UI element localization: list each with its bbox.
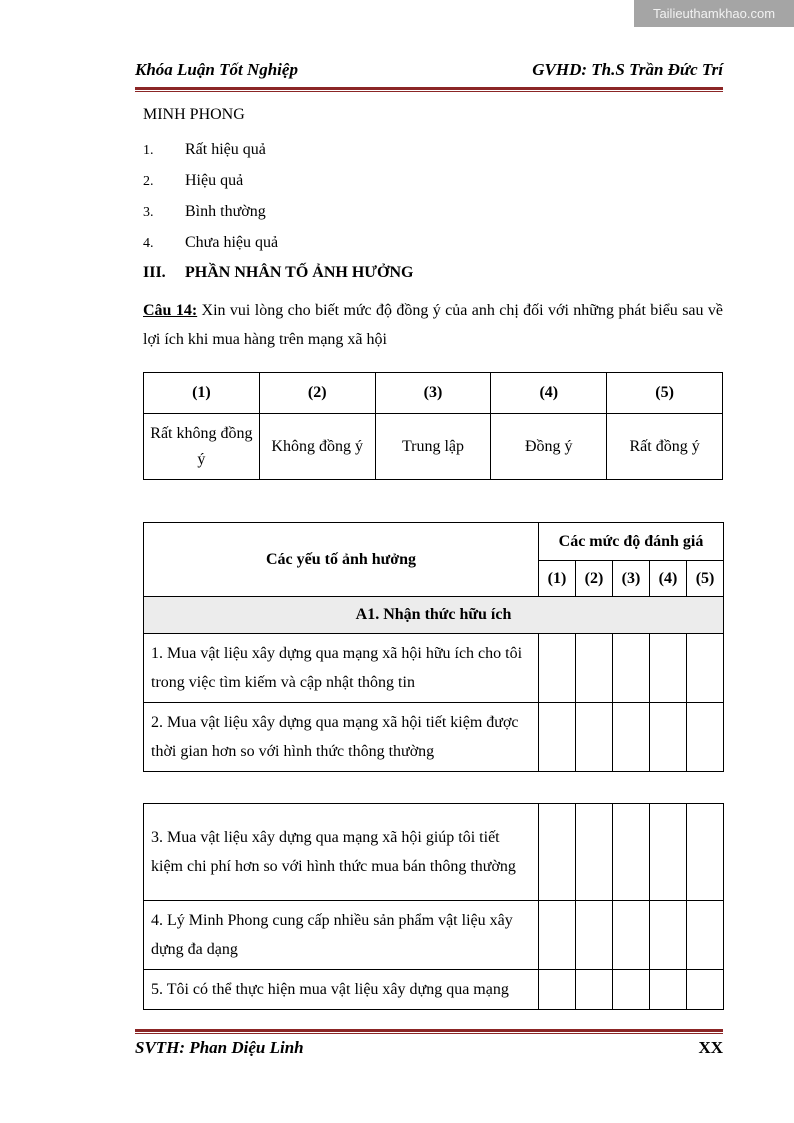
- rating-cell: [576, 901, 613, 970]
- paragraph-minh-phong: MINH PHONG: [143, 106, 245, 123]
- page-footer: [135, 1038, 723, 1058]
- scale-number-cell: (3): [375, 373, 491, 414]
- scale-table: [143, 372, 723, 480]
- rating-cell: [539, 901, 576, 970]
- rating-cell: [539, 703, 576, 772]
- header-right-advisor: GVHD: Th.S Trần Đức Trí: [532, 60, 723, 79]
- rating-cell: [650, 804, 687, 901]
- list-number: 4.: [143, 236, 154, 251]
- scale-table-label-row: [144, 414, 723, 480]
- scale-label-cell: Trung lập: [375, 414, 491, 480]
- rating-cell: [539, 634, 576, 703]
- footer-rule-thick: [135, 1029, 723, 1032]
- list-item: [143, 202, 723, 222]
- scale-number-cell: (2): [259, 373, 375, 414]
- rating-cell: [613, 634, 650, 703]
- rating-cell: [576, 634, 613, 703]
- scale-label-cell: Rất không đồng ý: [144, 414, 260, 480]
- rating-cell: [613, 970, 650, 1010]
- list-text: Chưa hiệu quả: [185, 234, 279, 251]
- rating-cell: [650, 970, 687, 1010]
- scale-number-cell: (4): [491, 373, 607, 414]
- scale-label-cell: Rất đồng ý: [607, 414, 723, 480]
- rating-cell: [613, 901, 650, 970]
- header-rule-thin: [135, 91, 723, 92]
- rating-cell: [539, 970, 576, 1010]
- rating-column-header: (1): [539, 561, 576, 597]
- scale-label-cell: Đồng ý: [491, 414, 607, 480]
- rating-cell: [613, 703, 650, 772]
- statement-cell: 2. Mua vật liệu xây dựng qua mạng xã hội tiết kiệm được thời gian hơn so với hình thức thông thường: [144, 703, 539, 772]
- rating-column-header: (4): [650, 561, 687, 597]
- section-heading-title: PHẦN NHÂN TỐ ẢNH HƯỞNG: [185, 264, 414, 281]
- rating-cell: [687, 901, 724, 970]
- factor-table: [143, 522, 724, 772]
- statement-cell: 3. Mua vật liệu xây dựng qua mạng xã hội giúp tôi tiết kiệm chi phí hơn so với hình thức mua bán thông thường: [144, 804, 539, 901]
- rating-column-header: (2): [576, 561, 613, 597]
- page-header: [135, 60, 723, 80]
- list-item: [143, 233, 723, 253]
- rating-cell: [613, 804, 650, 901]
- question-label: Câu 14:: [143, 302, 198, 319]
- factors-column-header: Các yếu tố ảnh hưởng: [144, 523, 539, 597]
- rating-cell: [576, 804, 613, 901]
- rating-cell: [650, 703, 687, 772]
- scale-number-cell: (5): [607, 373, 723, 414]
- table-row: [144, 804, 724, 901]
- question-paragraph: [143, 296, 723, 354]
- rating-column-header: (5): [687, 561, 724, 597]
- factor-table-header-row: [144, 523, 724, 561]
- page-content: [143, 106, 723, 1010]
- scale-number-cell: (1): [144, 373, 260, 414]
- section-row: [144, 597, 724, 634]
- header-rule: [135, 87, 723, 92]
- list-number: 1.: [143, 143, 154, 158]
- rating-cell: [687, 804, 724, 901]
- rating-cell: [687, 970, 724, 1010]
- scale-table-number-row: [144, 373, 723, 414]
- table-row: [144, 703, 724, 772]
- header-rule-thick: [135, 87, 723, 90]
- rating-cell: [576, 703, 613, 772]
- rating-cell: [539, 804, 576, 901]
- question-text: Xin vui lòng cho biết mức độ đồng ý của anh chị đối với những phát biểu sau về lợi ích khi mua hàng trên mạng xã hội: [143, 302, 724, 348]
- watermark-badge: Tailieuthamkhao.com: [634, 0, 794, 27]
- list-number: 2.: [143, 174, 154, 189]
- footer-author: SVTH: Phan Diệu Linh: [135, 1038, 304, 1057]
- list-text: Rất hiệu quả: [185, 141, 266, 158]
- list-item: [143, 140, 723, 160]
- table-row: [144, 634, 724, 703]
- rating-cell: [687, 634, 724, 703]
- rating-column-header: (3): [613, 561, 650, 597]
- rating-cell: [576, 970, 613, 1010]
- section-row-label: A1. Nhận thức hữu ích: [144, 597, 724, 634]
- scale-label-cell: Không đồng ý: [259, 414, 375, 480]
- rating-cell: [687, 703, 724, 772]
- header-left-title: Khóa Luận Tốt Nghiệp: [135, 60, 298, 79]
- rating-group-header: Các mức độ đánh giá: [539, 523, 724, 561]
- section-heading: [143, 264, 723, 282]
- footer-rule-thin: [135, 1033, 723, 1034]
- footer-page-number: XX: [698, 1038, 723, 1057]
- list-number: 3.: [143, 205, 154, 220]
- section-heading-number: III.: [143, 264, 166, 281]
- statement-cell: 5. Tôi có thể thực hiện mua vật liệu xây dựng qua mạng: [144, 970, 539, 1010]
- statement-cell: 4. Lý Minh Phong cung cấp nhiều sản phẩm vật liệu xây dựng đa dạng: [144, 901, 539, 970]
- statement-cell: 1. Mua vật liệu xây dựng qua mạng xã hội hữu ích cho tôi trong việc tìm kiếm và cập nhật thông tin: [144, 634, 539, 703]
- table-row: [144, 970, 724, 1010]
- rating-cell: [650, 901, 687, 970]
- footer-rule: [135, 1029, 723, 1034]
- table-row: [144, 901, 724, 970]
- rating-cell: [650, 634, 687, 703]
- list-text: Bình thường: [185, 203, 266, 220]
- factor-table-continued: [143, 803, 724, 1010]
- list-text: Hiệu quả: [185, 172, 244, 189]
- list-item: [143, 171, 723, 191]
